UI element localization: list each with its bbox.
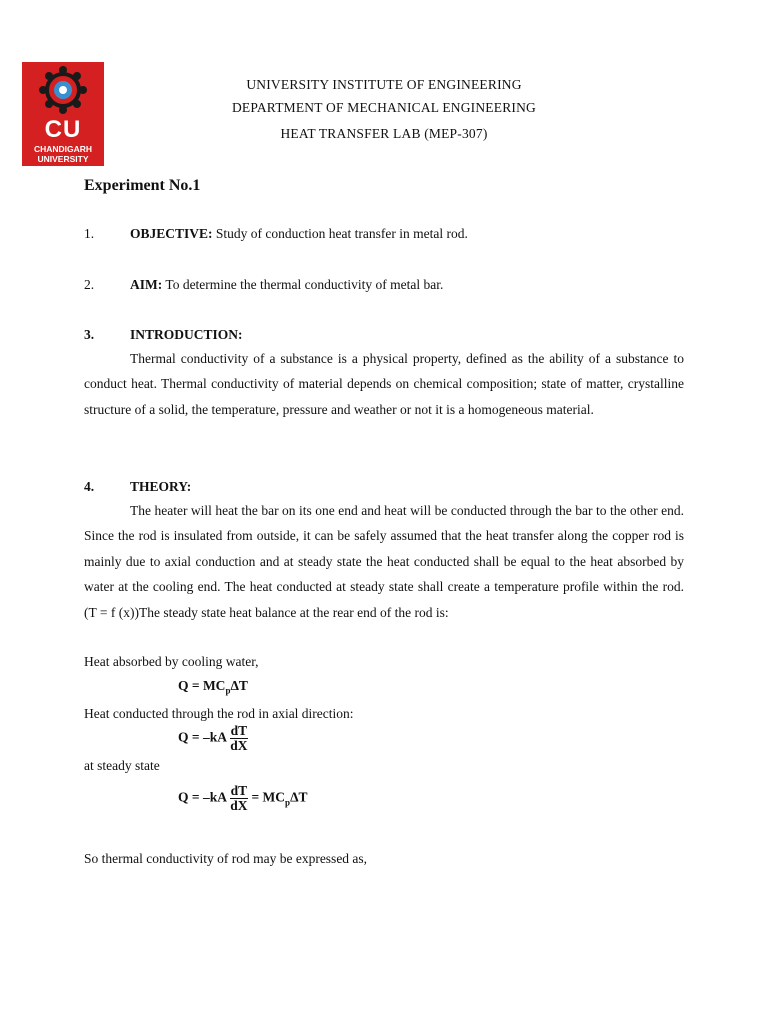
logo-line2: UNIVERSITY (37, 154, 89, 164)
objective-row (130, 226, 468, 242)
eq2-numerator: dT (230, 723, 248, 738)
eq1-lhs: Q = MC (178, 678, 226, 693)
theory-number: 4. (84, 479, 95, 494)
eq3-numerator: dT (230, 783, 248, 798)
header-line-2: DEPARTMENT OF MECHANICAL ENGINEERING (231, 100, 536, 115)
eq3-denominator: dX (230, 798, 248, 813)
objective-text: Study of conduction heat transfer in metal rod. (215, 226, 468, 241)
eq2-denominator: dX (230, 738, 248, 753)
thermal-conductivity-line: So thermal conductivity of rod may be expressed as, (84, 851, 368, 866)
aim-text: To determine the thermal conductivity of metal bar. (165, 277, 444, 292)
heat-absorbed-line: Heat absorbed by cooling water, (84, 654, 259, 669)
objective-number: 1. (84, 226, 95, 241)
aim-row (130, 277, 443, 293)
eq1-sub: p (225, 685, 231, 696)
logo-line1: CHANDIGARH (33, 144, 93, 154)
steady-state-line: at steady state (84, 758, 160, 773)
aim-number: 2. (84, 277, 95, 292)
theory-text: The heater will heat the bar on its one end and heat will be conducted through the bar to the other end. Since the rod is insulated from outside, it can be safely assumed that the heat transfer along the copper rod is mainly due to axial conduction and at steady state the heat conducted shall be equal to the heat absorbed by water at the cooling end. The heat conducted at steady state shall create a temperature profile within the rod. (T = f (x))The steady state heat balance at the rear end of the rod is: (84, 503, 684, 620)
eq3-mid: = MC (248, 789, 286, 805)
eq3-lhs: Q = –kA (178, 789, 227, 805)
heat-conducted-line: Heat conducted through the rod in axial direction: (84, 706, 354, 721)
eq3-rhs: ΔT (290, 789, 308, 805)
equation-steady-state-balance (178, 784, 308, 813)
introduction-number: 3. (84, 327, 95, 342)
introduction-paragraph (84, 346, 684, 422)
eq3-sub: p (285, 797, 291, 808)
header-line-3: HEAT TRANSFER LAB (MEP-307) (280, 126, 488, 141)
logo-initials: CU (44, 116, 82, 143)
eq1-rhs: ΔT (230, 678, 248, 693)
aim-label: AIM: (130, 277, 163, 292)
header-line-1: UNIVERSITY INSTITUTE OF ENGINEERING (246, 77, 522, 92)
objective-label: OBJECTIVE: (130, 226, 213, 241)
introduction-label: INTRODUCTION: (130, 327, 243, 342)
experiment-title: Experiment No.1 (84, 177, 201, 194)
equation-heat-absorbed (178, 678, 248, 696)
equation-conduction (178, 724, 248, 753)
eq2-lhs: Q = –kA (178, 729, 227, 745)
eq2-fraction (230, 724, 249, 753)
introduction-text: Thermal conductivity of a substance is a physical property, defined as the ability of a substance to conduct heat. Thermal conductivity of material depends on chemical composition; state of matter, crystalline structure of a solid, the temperature, pressure and weather or not it is a homogeneous material. (84, 351, 684, 417)
logo-text (22, 144, 104, 164)
eq3-fraction (230, 784, 249, 813)
theory-paragraph (84, 498, 684, 625)
theory-label: THEORY: (130, 479, 192, 494)
